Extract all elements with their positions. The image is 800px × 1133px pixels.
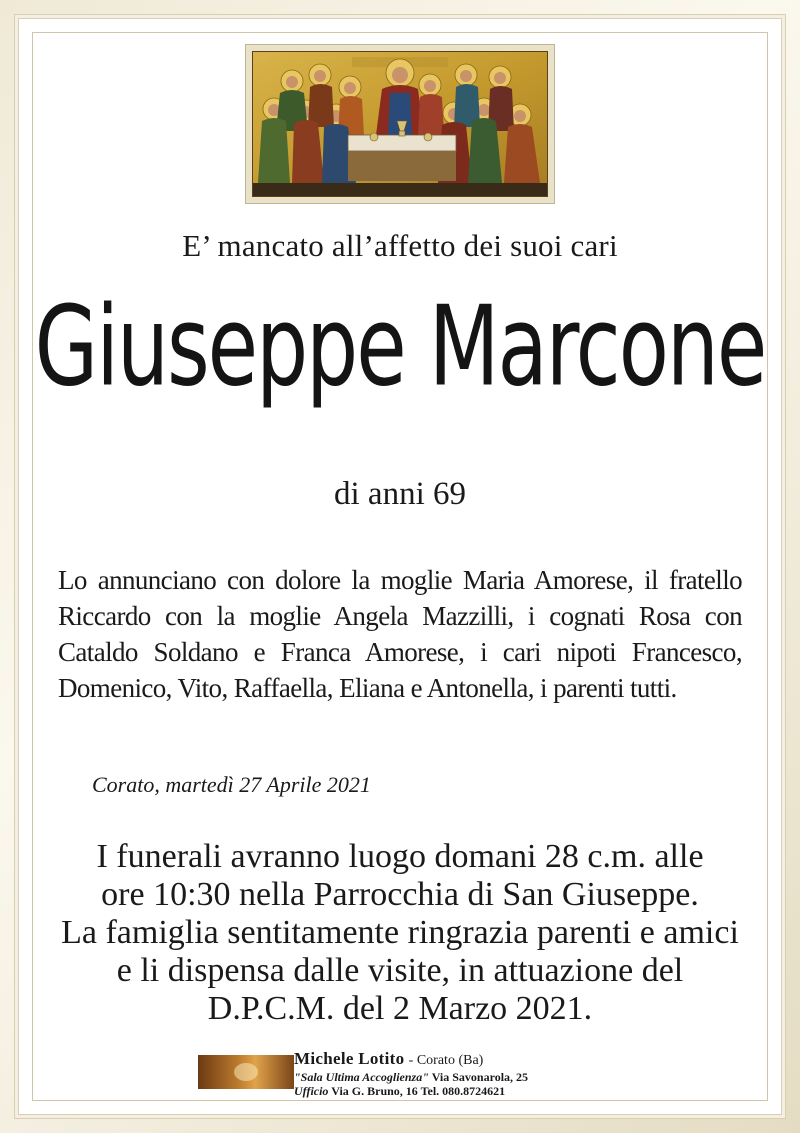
- funeral-line: e li dispensa dalle visite, in attuazione del: [116, 952, 684, 989]
- address-primary: Via Savonarola, 25: [431, 1070, 529, 1084]
- office-label: Ufficio: [294, 1084, 329, 1098]
- age-line: di anni 69: [334, 476, 466, 512]
- funeral-home-footer: [198, 1049, 618, 1098]
- religious-icon-frame: [245, 44, 555, 204]
- last-supper-icon: [252, 51, 548, 197]
- dateline: Corato, martedì 27 Aprile 2021: [92, 772, 371, 797]
- funeral-home-info: [294, 1050, 614, 1098]
- funeral-home-logo: [198, 1055, 294, 1089]
- funeral-line: D.P.C.M. del 2 Marzo 2021.: [207, 990, 593, 1027]
- announcement-text: Lo annunciano con dolore la moglie Maria Amorese, il fratello Riccardo con la moglie Angela Mazzilli, i cognati Rosa con Cataldo Soldano e Franca Amorese, i cari nipoti Francesco, Domenico, Vito, Raffaella, Eliana e Antonella, i parenti tutti.: [58, 565, 742, 703]
- funeral-line: I funerali avranno luogo domani 28 c.m. alle: [96, 838, 704, 875]
- company-tagline: "Sala Ultima Accoglienza": [294, 1070, 429, 1084]
- address-office: Via G. Bruno, 16: [331, 1084, 418, 1098]
- phone-number: Tel. 080.8724621: [420, 1084, 506, 1098]
- funeral-line: La famiglia sentitamente ringrazia parenti e amici: [61, 914, 739, 951]
- intro-line: E’ mancato all’affetto dei suoi cari: [182, 228, 618, 263]
- company-name: Michele Lotito: [294, 1049, 405, 1068]
- deceased-name: Giuseppe Marcone: [34, 283, 766, 412]
- funeral-line: ore 10:30 nella Parrocchia di San Giuseppe.: [101, 876, 699, 913]
- company-city: - Corato (Ba): [408, 1053, 484, 1068]
- funeral-notice: [0, 838, 800, 1028]
